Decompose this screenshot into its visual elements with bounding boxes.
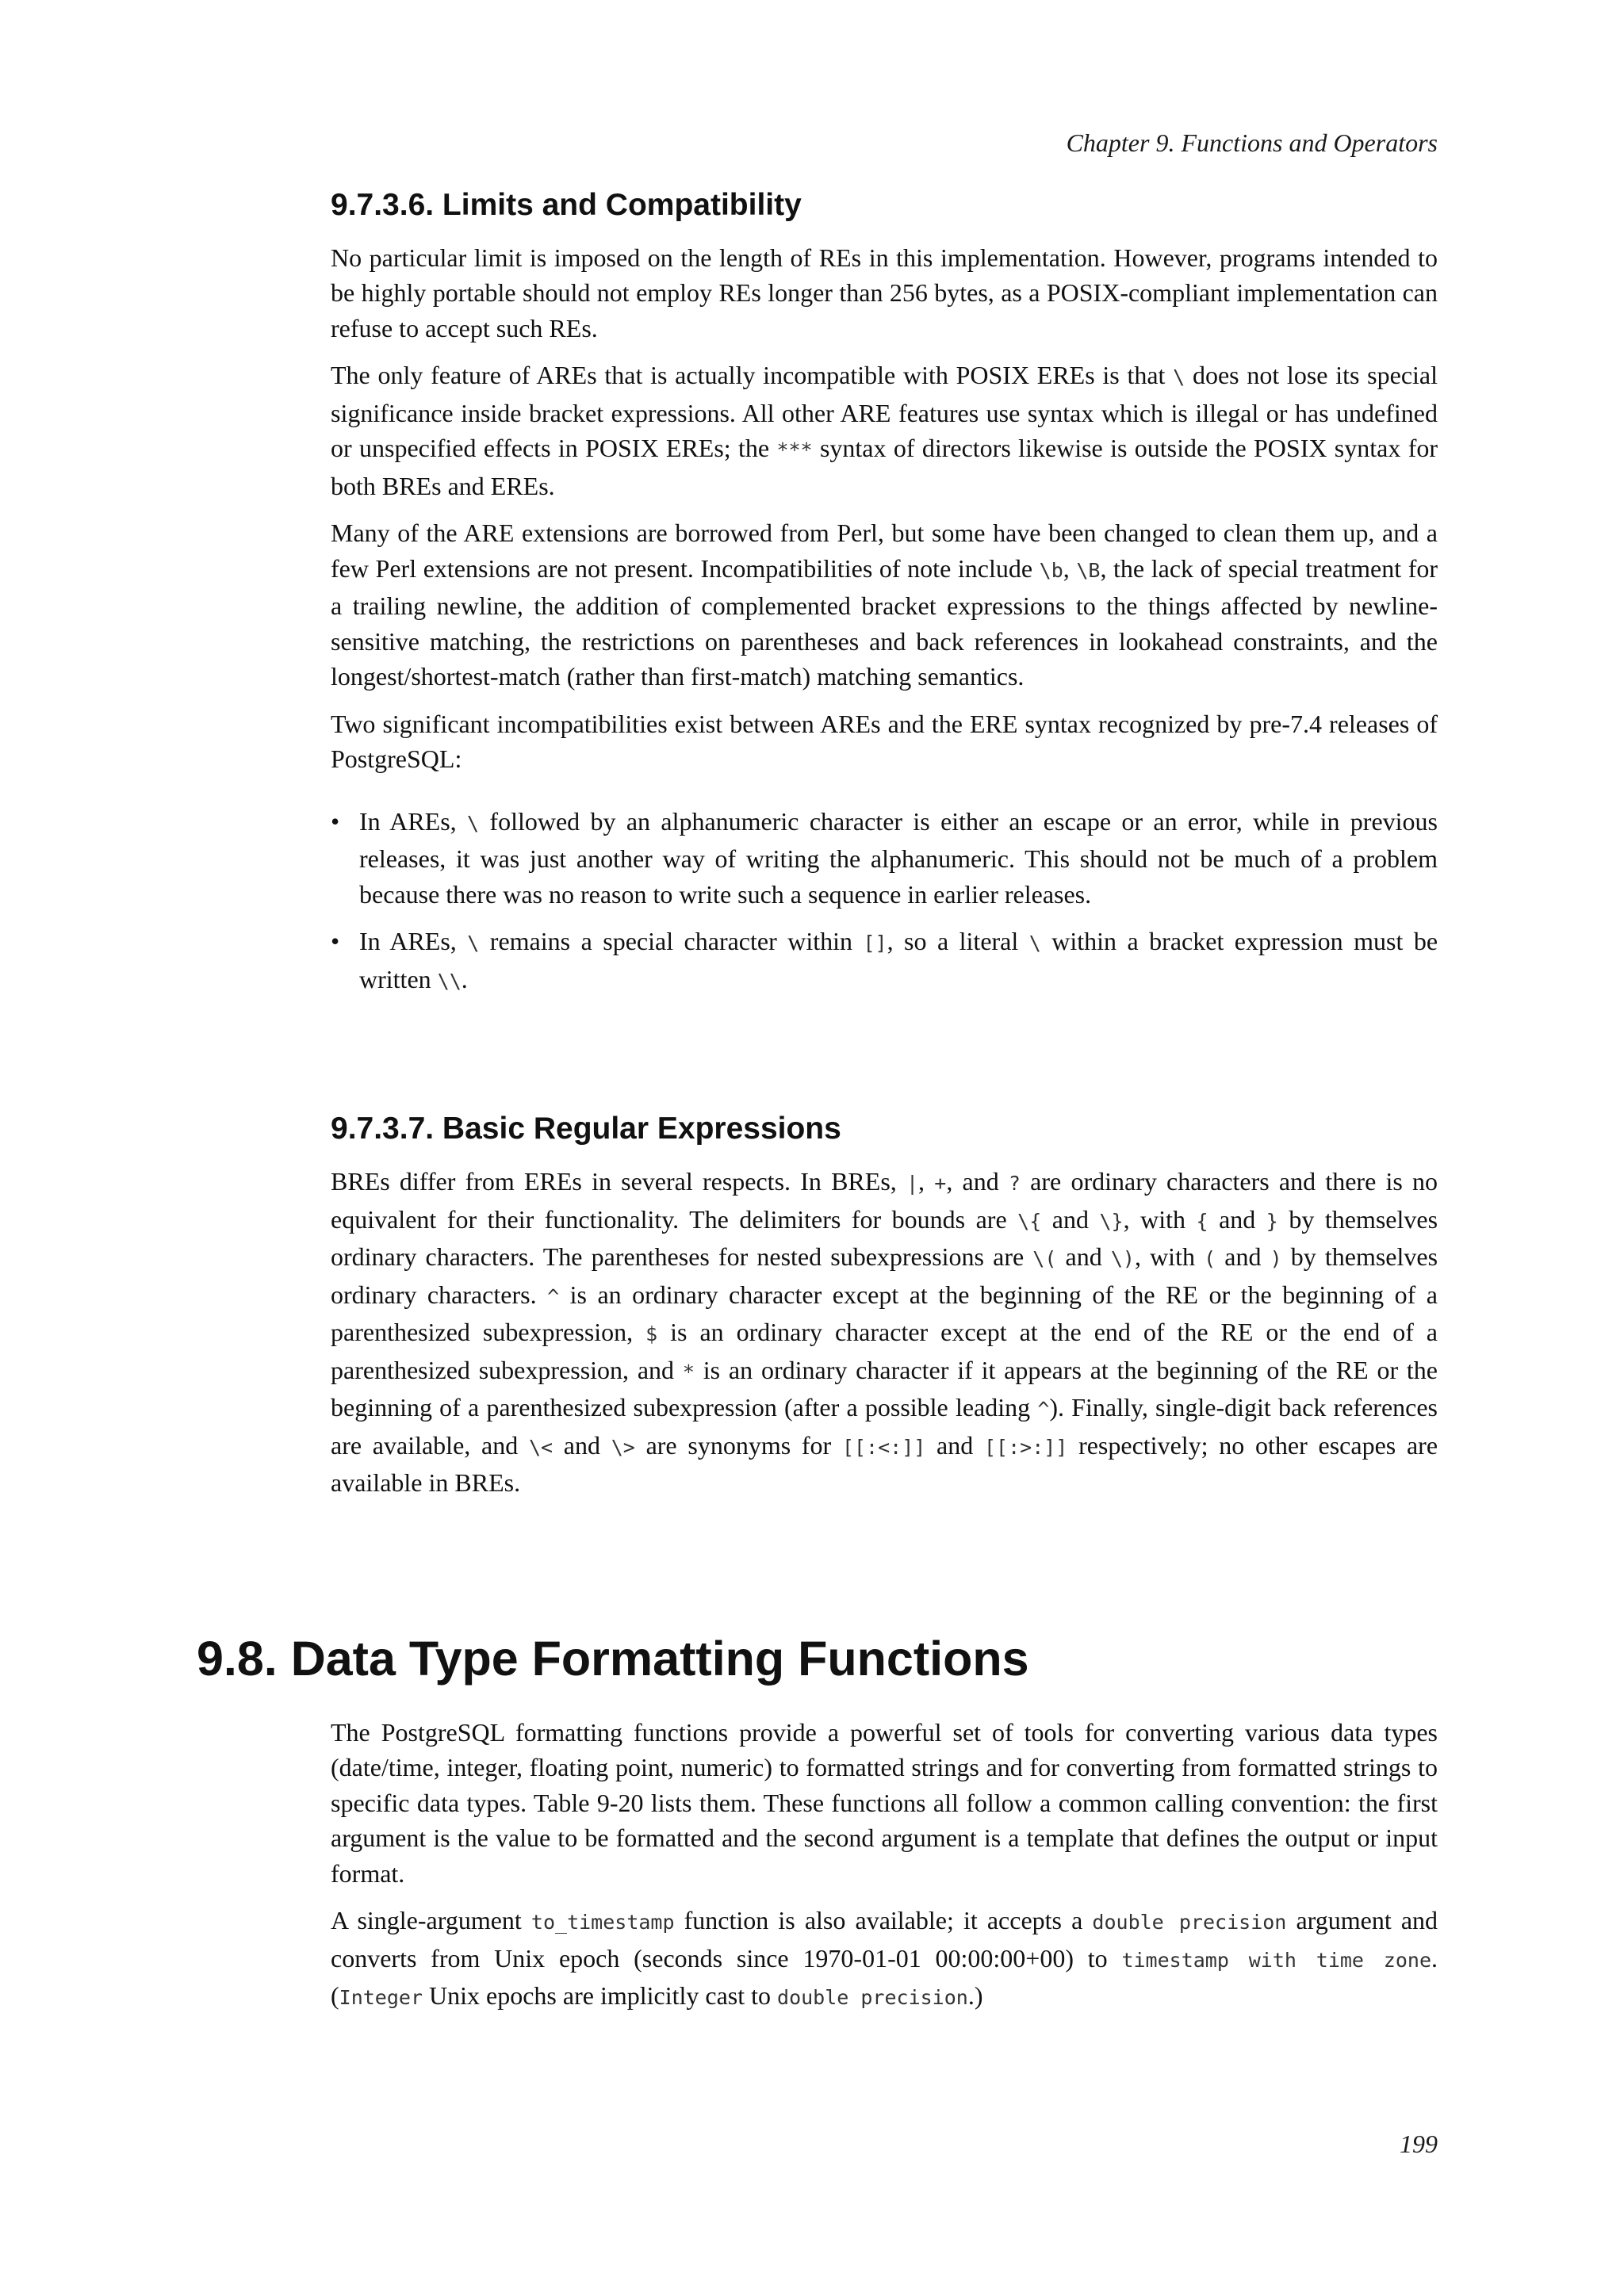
running-head: Chapter 9. Functions and Operators (1066, 128, 1438, 157)
paragraph (331, 358, 1438, 503)
paragraph: The PostgreSQL formatting functions provide a powerful set of tools for converting various data types (date/time, integer, floating point, numeric) to formatted strings and for converting from formatted strings to specific data types. Table 9-20 lists them. These functions all follow a common calling convention: the first argument is the value to be formatted and the second argument is a template that defines the output or input format. (331, 1717, 1438, 1888)
inline-code: ) (1270, 1247, 1282, 1271)
inline-code: [[:<:]] (841, 1435, 926, 1459)
text-run: ). Finally, single-digit back references are available, and (331, 1393, 1438, 1460)
text-run: In AREs, (359, 927, 468, 956)
inline-code: } (1266, 1209, 1278, 1233)
inline-code: *** (776, 438, 813, 462)
section-heading: 9.7.3.7. Basic Regular Expressions (331, 1112, 841, 1146)
page-body (0, 187, 1624, 2028)
inline-code: ( (1204, 1247, 1216, 1271)
text-run: and (1216, 1242, 1270, 1272)
text-run: syntax of directors likewise is outside the POSIX syntax for both BREs and EREs. (331, 434, 1438, 500)
inline-code: \( (1032, 1247, 1057, 1271)
inline-code: { (1196, 1209, 1208, 1233)
text-run: A single-argument (331, 1906, 531, 1935)
inline-code: ^ (547, 1284, 560, 1308)
inline-code: timestamp with time zone (1121, 1948, 1432, 1972)
text-run: . ( (331, 1943, 1438, 2011)
section-basic-regular-expressions (331, 1111, 1438, 1500)
text-run: , and (946, 1167, 1009, 1196)
text-run: by themselves ordinary characters. (331, 1242, 1438, 1309)
text-run: is an ordinary character except at the beginning of the RE or the beginning of a parenthesized subexpression, (331, 1280, 1438, 1347)
inline-code: to_timestamp (530, 1911, 675, 1934)
text-run: is an ordinary character except at the end of the RE or the end of a parenthesized subexpression, and (331, 1318, 1438, 1384)
section-limits-compatibility (331, 187, 1438, 999)
inline-code: \) (1110, 1247, 1135, 1271)
chapter-section-heading: 9.8. Data Type Formatting Functions (197, 1631, 1029, 1686)
text-run: , so a literal (887, 927, 1029, 956)
text-run: , (918, 1167, 935, 1196)
page-number: 199 (1400, 2130, 1438, 2158)
inline-code: \\ (437, 969, 462, 993)
inline-code: ? (1008, 1172, 1021, 1196)
paragraph: Two significant incompatibilities exist between AREs and the ERE syntax recognized by pre-7.4 releases of PostgreSQL: (331, 709, 1438, 774)
paragraph (331, 515, 1438, 695)
inline-code: \} (1099, 1209, 1124, 1233)
section-data-type-formatting-functions (0, 1631, 1624, 2016)
text-run: , the lack of special treatment for a trailing newline, the addition of complemented bracket expressions to the things affected by newline-sensitive matching, the restrictions on parentheses and back references in lookahead constraints, and the longest/shortest-match (rather than first-match) matching semantics. (331, 553, 1438, 691)
paragraph (331, 1164, 1438, 1501)
text-run: and (1208, 1204, 1266, 1234)
text-run: , with (1134, 1242, 1205, 1272)
text-run: . (461, 964, 468, 993)
inline-code: | (906, 1172, 919, 1196)
text-run: The only feature of AREs that is actually incompatible with POSIX EREs is that (331, 361, 1174, 390)
text-run: within a bracket expression must be written (359, 927, 1438, 993)
incompatibility-list (331, 804, 1438, 1000)
paragraph (331, 1903, 1438, 2016)
inline-code: \ (467, 811, 480, 835)
inline-code: + (934, 1172, 947, 1196)
text-run: respectively; no other escapes are available in BREs. (331, 1430, 1438, 1498)
text-run: BREs differ from EREs in several respects. In BREs, (331, 1167, 906, 1196)
bullet-icon: • (331, 806, 340, 836)
inline-code: \{ (1017, 1209, 1042, 1233)
section-heading: 9.7.3.6. Limits and Compatibility (331, 188, 802, 222)
inline-code: double precision (1092, 1911, 1287, 1934)
inline-code: * (682, 1360, 695, 1383)
inline-code: \ (467, 932, 480, 955)
text-run: Unix epochs are implicitly cast to (423, 1981, 778, 2011)
inline-code: \> (611, 1435, 635, 1459)
inline-code: \ (1173, 365, 1185, 389)
text-run: .) (967, 1981, 983, 2011)
bullet-icon: • (331, 927, 340, 956)
inline-code: \< (528, 1435, 553, 1459)
paragraph: No particular limit is imposed on the length of REs in this implementation. However, programs intended to be highly portable should not employ REs longer than 256 bytes, as a POSIX-compliant implementation can refuse to accept such REs. (331, 243, 1438, 342)
text-run: , with (1123, 1204, 1197, 1234)
text-run: does not lose its special significance inside bracket expressions. All other ARE features use syntax which is illegal or has undefined or unspecified effects in POSIX EREs; the (331, 361, 1438, 463)
inline-code: \b (1039, 558, 1063, 582)
text-run: are synonyms for (634, 1430, 842, 1460)
inline-code: \ (1028, 932, 1041, 955)
text-run: remains a special character within (479, 927, 864, 956)
text-run: function is also available; it accepts a (674, 1906, 1093, 1935)
inline-code: Integer (339, 1986, 423, 2010)
inline-code: \B (1076, 558, 1101, 582)
list-item (331, 924, 1438, 999)
inline-code: [] (863, 932, 887, 955)
inline-code: $ (645, 1322, 658, 1346)
text-run: and (553, 1430, 611, 1460)
text-run: In AREs, (359, 806, 468, 836)
text-run: is an ordinary character if it appears at the beginning of the RE or the beginning of a parenthesized subexpression (after a possible leading (331, 1355, 1438, 1422)
text-run: and (1041, 1204, 1100, 1234)
text-run: and (925, 1430, 984, 1460)
inline-code: [[:>:]] (983, 1435, 1068, 1459)
text-run: and (1056, 1242, 1111, 1272)
text-run: followed by an alphanumeric character is either an escape or an error, while in previous releases, it was just another way of writing the alphanumeric. This should not be much of a problem because there was no reason to write such a sequence in earlier releases. (359, 806, 1438, 909)
list-item (331, 804, 1438, 913)
inline-code: double precision (777, 1986, 968, 2010)
text-run: Many of the ARE extensions are borrowed from Perl, but some have been changed to clean them up, and a few Perl extensions are not present. Incompatibilities of note include (331, 519, 1438, 583)
inline-code: ^ (1037, 1398, 1050, 1422)
text-run: are ordinary characters and there is no equivalent for their functionality. The delimiters for bounds are (331, 1167, 1438, 1234)
text-run: , (1063, 553, 1077, 583)
text-run: by themselves ordinary characters. The parentheses for nested subexpressions are (331, 1204, 1438, 1272)
text-run: argument and converts from Unix epoch (seconds since 1970-01-01 00:00:00+00) to (331, 1906, 1438, 1973)
